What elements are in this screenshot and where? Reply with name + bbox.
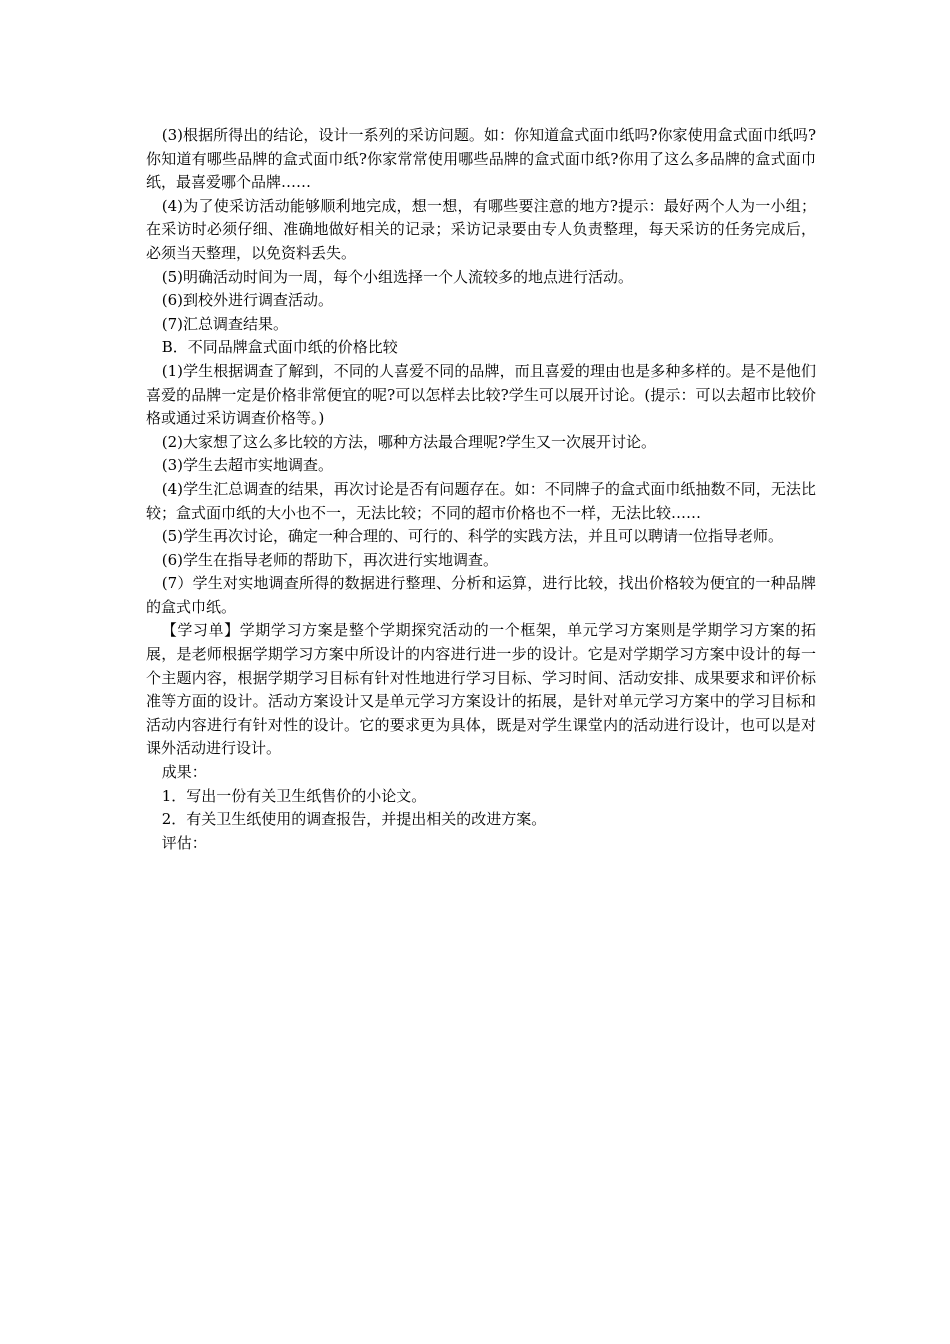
paragraph-study-sheet: 【学习单】学期学习方案是整个学期探究活动的一个框架，单元学习方案则是学期学习方案的拓展，是老师根据学期学习方案中所设计的内容进行进一步的设计。它是对学期学习方案中设计的每一个主题内容，根据学期学习目标有针对性地进行学习目标、学习时间、活动安排、成果要求和评价标准等方面的设计。活动方案设计又是单元学习方案设计的拓展，是针对单元学习方案中的学习目标和活动内容进行有针对性的设计。它的要求更为具体，既是对学生课堂内的活动进行设计，也可以是对课外活动进行设计。	[146, 621, 816, 758]
section-heading-price-comparison: B．不同品牌盒式面巾纸的价格比较	[161, 338, 398, 357]
paragraph-supermarket-survey: (3)学生去超市实地调查。	[161, 456, 333, 475]
paragraph-interview-notes: (4)为了使采访活动能够顺利地完成，想一想，有哪些要注意的地方?提示：最好两个人为一小组；在采访时必须仔细、准确地做好相关的记录；采访记录要由专人负责整理，每天采访的任务完成后，必须当天整理，以免资料丢失。	[146, 196, 816, 262]
paragraph-outcome-essay: 1．写出一份有关卫生纸售价的小论文。	[161, 786, 427, 805]
paragraph-method-discussion: (2)大家想了这么多比较的方法，哪种方法最合理呢?学生又一次展开讨论。	[161, 432, 657, 451]
paragraph-activity-time: (5)明确活动时间为一周，每个小组选择一个人流较多的地点进行活动。	[161, 267, 634, 286]
paragraph-field-survey: (6)到校外进行调查活动。	[161, 291, 333, 310]
paragraph-summary-results: (7)汇总调查结果。	[161, 314, 288, 333]
paragraph-price-discussion: (1)学生根据调查了解到，不同的人喜爱不同的品牌，而且喜爱的理由也是多种多样的。是不是他们喜爱的品牌一定是价格非常便宜的呢?可以怎样去比较?学生可以展开讨论。(提示：可以去超市比较价格或通过采访调查价格等。)	[146, 361, 816, 428]
paragraph-outcomes-heading: 成果：	[161, 763, 207, 782]
paragraph-guided-survey: (6)学生在指导老师的帮助下，再次进行实地调查。	[161, 550, 498, 569]
document-body	[146, 124, 816, 855]
paragraph-outcome-report: 2．有关卫生纸使用的调查报告，并提出相关的改进方案。	[161, 810, 547, 829]
paragraph-method-decision: (5)学生再次讨论，确定一种合理的、可行的、科学的实践方法，并且可以聘请一位指导老师。	[161, 527, 784, 546]
paragraph-problem-review: (4)学生汇总调查的结果，再次讨论是否有问题存在。如：不同牌子的盒式面巾纸抽数不同，无法比较；盒式面巾纸的大小也不一，无法比较；不同的超市价格也不一样，无法比较……	[146, 479, 816, 522]
paragraph-evaluation-heading: 评估：	[161, 833, 207, 852]
paragraph-interview-questions: (3)根据所得出的结论，设计一系列的采访问题。如：你知道盒式面巾纸吗?你家使用盒式面巾纸吗?你知道有哪些品牌的盒式面巾纸?你家常常使用哪些品牌的盒式面巾纸?你用了这么多品牌的盒式面巾纸，最喜爱哪个品牌……	[146, 126, 816, 192]
paragraph-data-analysis: (7）学生对实地调查所得的数据进行整理、分析和运算，进行比较，找出价格较为便宜的一种品牌的盒式巾纸。	[146, 574, 816, 616]
